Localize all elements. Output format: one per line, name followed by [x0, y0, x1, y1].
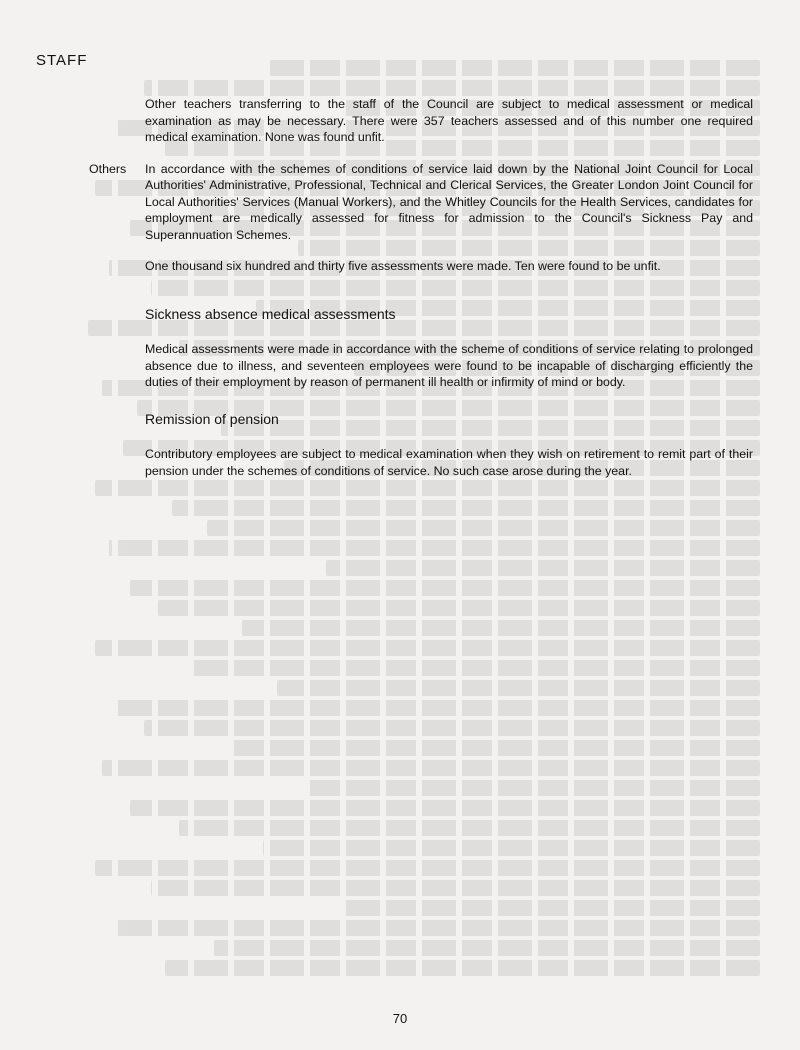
paragraph-others: In accordance with the schemes of conditions of service laid down by the National Joint Council for Local Authorities' Administrative, Professional, Technical and Clerical Services, the Greater London Joint Council for Local Authorities' Services (Manual Workers), and the Whitley Councils for the Health Services, candidates for employment are medically assessed for fitness for admission to the Council's Sickness Pay and Superannuation Schemes. [145, 161, 753, 242]
section-heading-pension: Remission of pension [145, 410, 279, 427]
page-body [89, 96, 753, 494]
paragraph-teachers-transfer: Other teachers transferring to the staff of the Council are subject to medical assessment or medical examination as may be necessary. There were 357 teachers assessed and of this number one required medical examination. None was found unfit. [145, 97, 753, 144]
running-head: STAFF [36, 52, 88, 69]
paragraph-sickness: Medical assessments were made in accordance with the scheme of conditions of service relating to prolonged absence due to illness, and seventeen employees were found to be incapable of discharging efficiently the duties of their employment by reason of permanent ill health or infirmity of mind or body. [145, 342, 753, 389]
paragraph-assessments-count: One thousand six hundred and thirty five assessments were made. Ten were found to be unfit. [145, 259, 661, 273]
paragraph-pension: Contributory employees are subject to medical examination when they wish on retirement to remit part of their pension under the schemes of conditions of service. No such case arose during the year. [145, 447, 753, 478]
page-number: 70 [392, 1011, 408, 1026]
section-heading-sickness: Sickness absence medical assessments [145, 305, 396, 322]
margin-label-others: Others [89, 161, 127, 176]
paragraph-others-block [89, 161, 753, 244]
